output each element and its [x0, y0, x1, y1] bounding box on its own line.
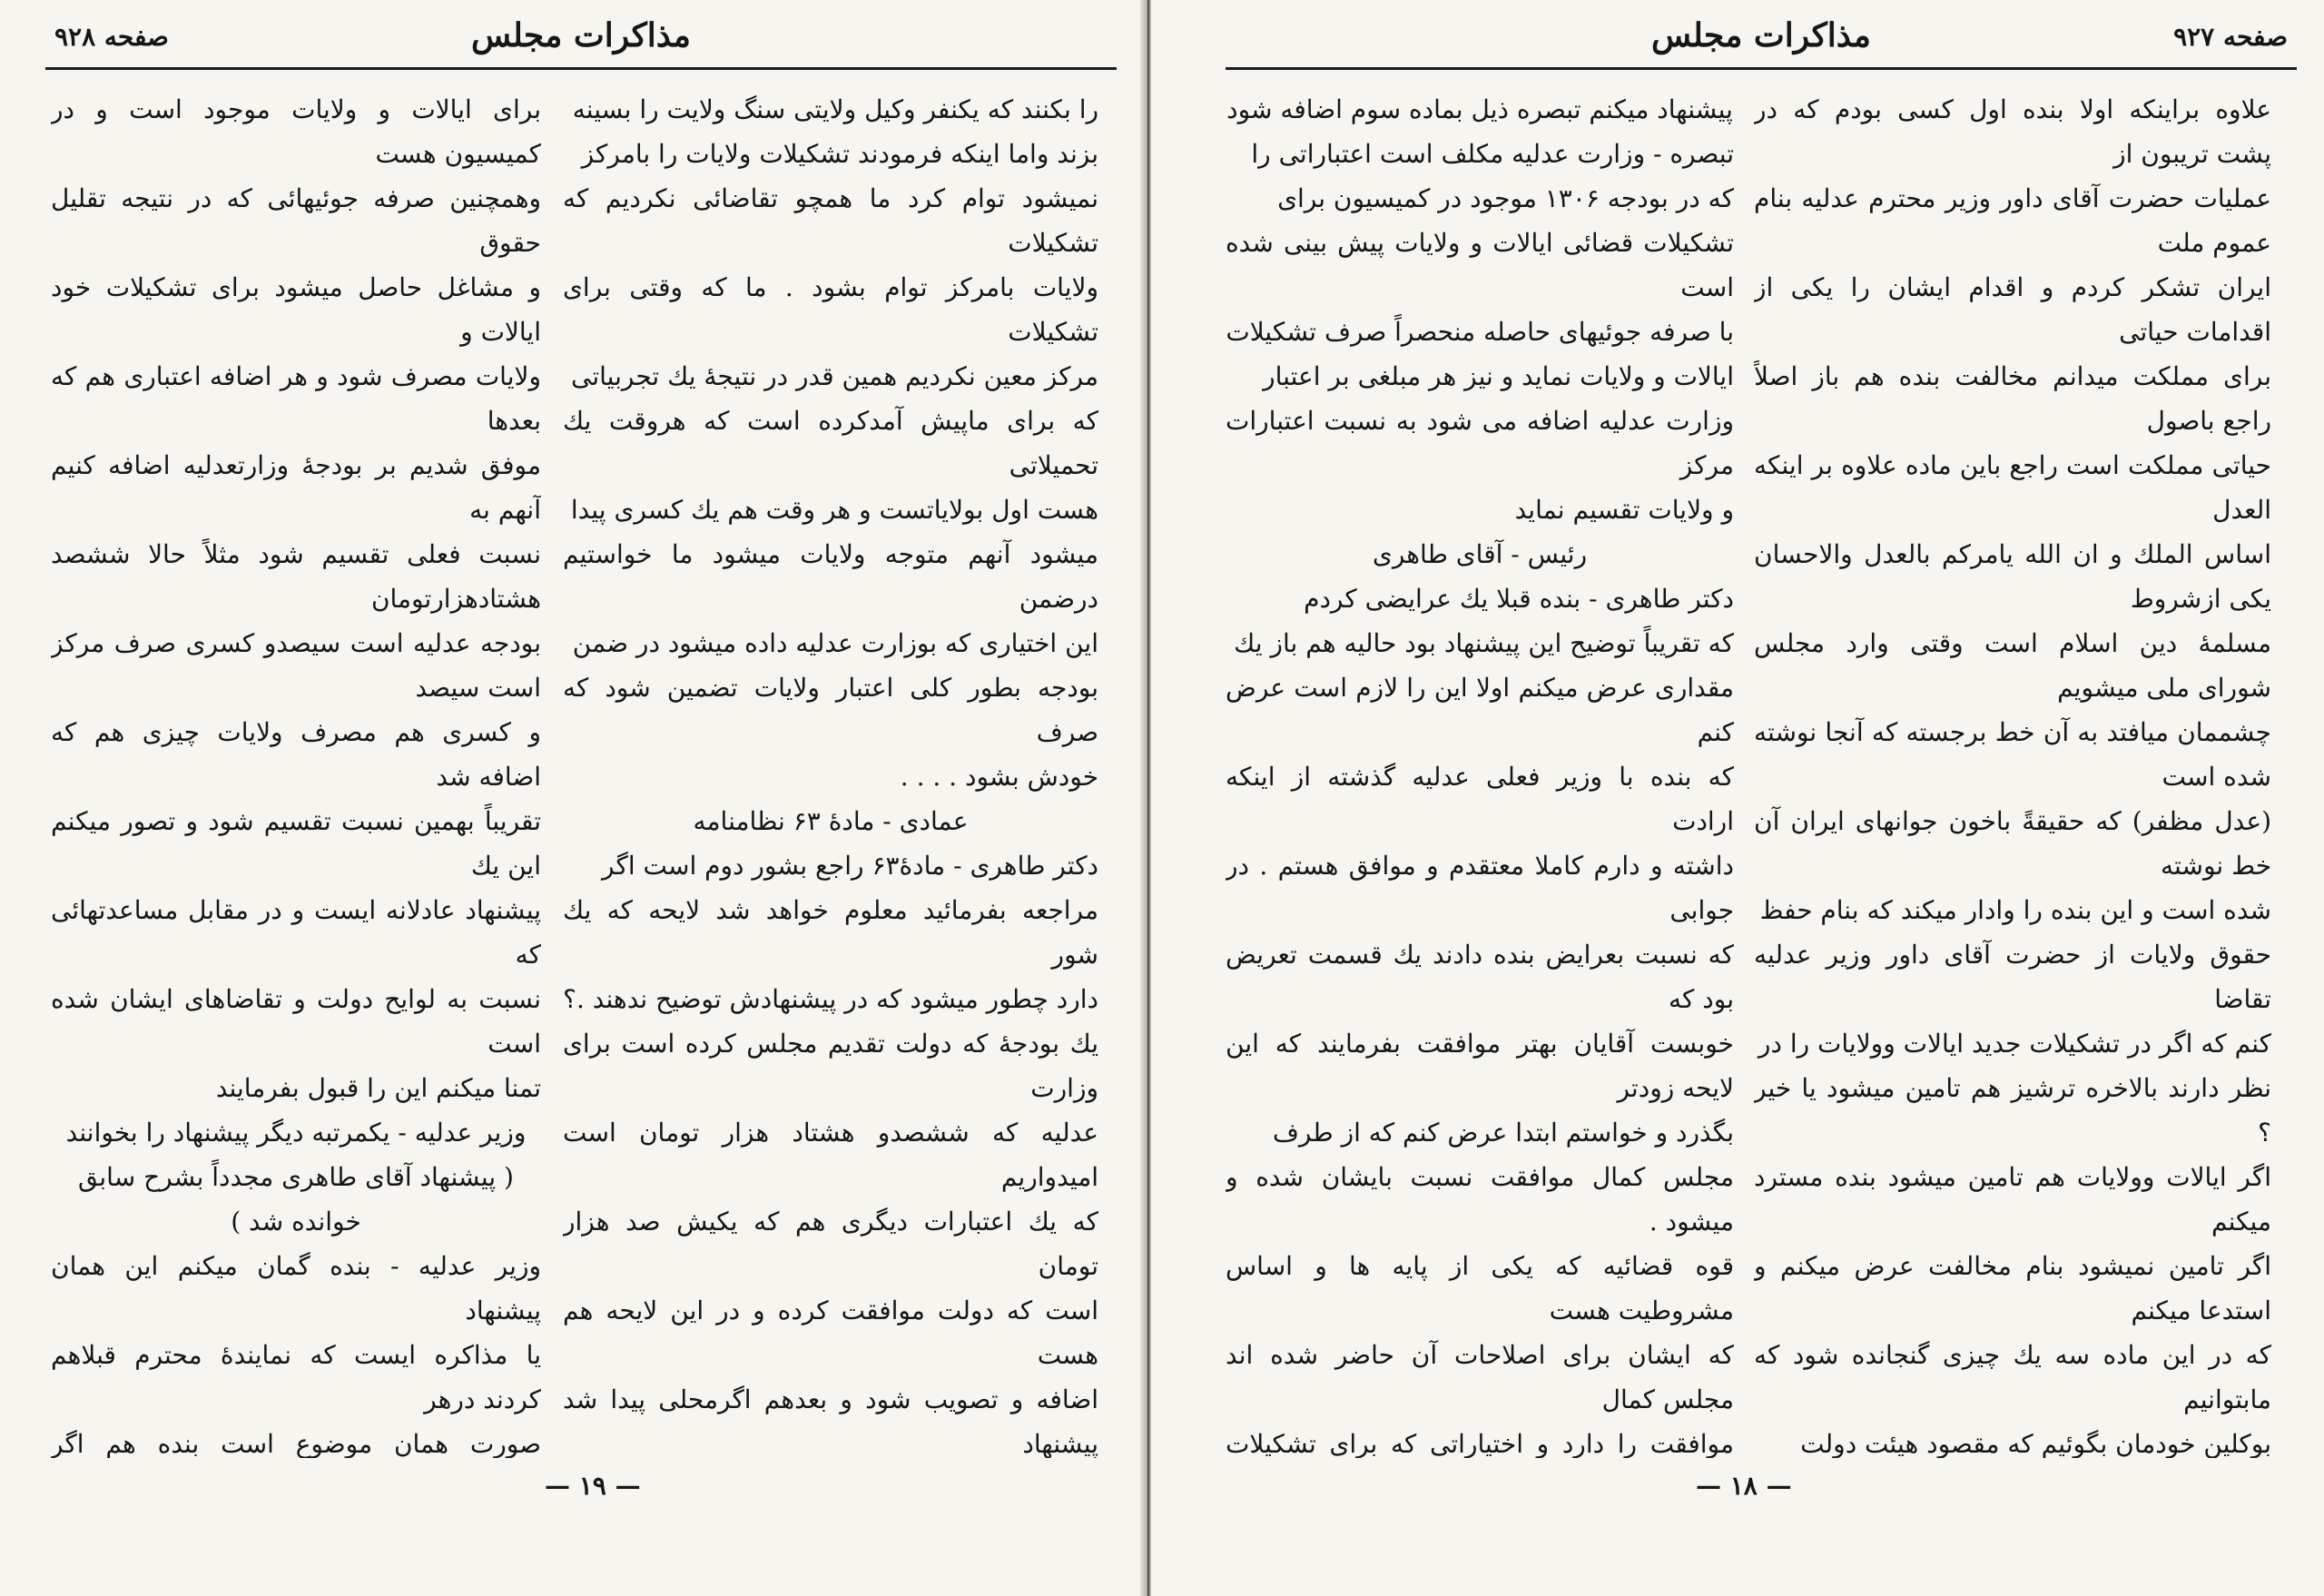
text-line: (عدل مظفر) که حقیقةً باخون جوانهای ایران آن خط نوشته — [1754, 806, 2271, 881]
text-line: حقوق ولایات از حضرت آقای داور وزیر عدلیه تقاضا — [1754, 940, 2271, 1014]
text-line: نمیشود توام کرد ما همچو تقاضائی نکردیم که تشکیلات — [563, 183, 1098, 258]
text-line: وهمچنین صرفه جوئیهائی که در نتیجه تقلیل حقوق — [51, 183, 541, 258]
text-line: چشممان میافتد به آن خط برجسته که آنجا نوشته شده است — [1754, 717, 2271, 792]
text-line: شده است و این بنده را وادار میکند که بنام حفظ — [1759, 895, 2271, 925]
right-page-number-label: صفحه ۹۲۷ — [2173, 22, 2288, 52]
left-page — [0, 0, 1146, 1596]
text-line: مقداری عرض میکنم اولا این را لازم است عرض کنم — [1226, 673, 1734, 747]
text-line: اساس الملك و ان الله یامرکم بالعدل والاحسان یکی ازشروط — [1754, 539, 2271, 614]
text-line: دارد چطور میشود که در پیشنهادش توضیح ندهند .؟ — [563, 984, 1098, 1014]
text-line: عملیات حضرت آقای داور وزیر محترم عدلیه بنام عموم ملت — [1754, 183, 2271, 258]
text-line: که یك اعتبارات دیگری هم که یکیش صد هزار تومان — [563, 1207, 1098, 1281]
text-line: اگر تامین نمیشود بنام مخالفت عرض میکنم و استدعا میکنم — [1754, 1251, 2271, 1325]
text-line: ولایات بامرکز توام بشود . ما که وقتی برای تشکیلات — [563, 272, 1098, 347]
text-line: حیاتی مملکت است راجع باین ماده علاوه بر اینکه العدل — [1754, 450, 2271, 525]
text-line: میشود آنهم متوجه ولایات میشود ما خواستیم درضمن — [563, 539, 1098, 614]
text-line: خوبست آقایان بهتر موافقت بفرمایند که این لایحه زودتر — [1226, 1029, 1734, 1103]
text-line: را بکنند که یکنفر وکیل ولایتی سنگ ولایت را بسینه — [572, 94, 1098, 124]
text-line: بگذرد و خواستم ابتدا عرض کنم که از طرف — [1272, 1118, 1734, 1148]
left-page-header — [45, 13, 1117, 70]
text-line: که برای ماپیش آمدکرده است که هروقت یك تحمیلاتی — [563, 406, 1098, 480]
left-page-number-label: صفحه ۹۲۸ — [54, 22, 169, 52]
right-page-header — [1226, 13, 2297, 70]
text-line: نسبت فعلی تقسیم شود مثلاً حالا ششصد هشتادهزارتومان — [51, 539, 541, 614]
text-line: پیشنهاد میکنم تبصره ذیل بماده سوم اضافه شود — [1226, 94, 1733, 124]
text-line: نظر دارند بالاخره ترشیز هم تامین میشود یا خیر ؟ — [1754, 1073, 2271, 1148]
text-line: که تقریباً توضیح این پیشنهاد بود حالیه هم باز یك — [1234, 628, 1734, 658]
left-page-running-title: مذاکرات مجلس — [471, 16, 691, 54]
text-line: پیشنهاد عادلانه ایست و در مقابل مساعدتهائی که — [51, 895, 541, 970]
text-line: که در این ماده سه یك چیزی گنجانده شود که مابتوانیم — [1754, 1340, 2271, 1414]
text-line: یك بودجهٔ که دولت تقدیم مجلس کرده است برای وزارت — [563, 1029, 1098, 1103]
text-line: صورت همان موضوع است بنده هم اگر — [51, 1429, 541, 1458]
text-line: نسبت به لوایح دولت و تقاضاهای ایشان شده است — [51, 984, 541, 1059]
text-line: کنم که اگر در تشکیلات جدید ایالات وولایات را در — [1758, 1029, 2271, 1059]
text-line: موافقت را دارد و اختیاراتی که برای تشکیلات — [1226, 1429, 1734, 1458]
right-page-running-title: مذاکرات مجلس — [1651, 16, 1871, 54]
text-line: این اختیاری که بوزارت عدلیه داده میشود در ضمن — [572, 628, 1098, 658]
text-line: است که دولت موافقت کرده و در این لایحه هم هست — [563, 1296, 1098, 1370]
text-line: ولایات مصرف شود و هر اضافه اعتباری هم که بعدها — [51, 361, 541, 436]
text-line: موفق شدیم بر بودجهٔ وزارتعدلیه اضافه کنیم آنهم به — [51, 450, 541, 525]
text-line: داشته و دارم کاملا معتقدم و موافق هستم . در جوابی — [1226, 851, 1734, 925]
left-page-left-column — [51, 87, 541, 1458]
text-line: یا مذاکره ایست که نمایندهٔ محترم قبلاهم کردند درهر — [51, 1340, 541, 1414]
text-line: مسلمهٔ دین اسلام است وقتی وارد مجلس شورای ملی میشویم — [1754, 628, 2271, 703]
text-line: عدلیه که ششصدو هشتاد هزار تومان است امیدواریم — [563, 1118, 1098, 1192]
text-line: تشکیلات قضائی ایالات و ولایات پیش بینی شده است — [1226, 228, 1734, 302]
text-line: وزیر عدلیه - یکمرتبه دیگر پیشنهاد را بخوانند — [65, 1118, 527, 1148]
right-page-folio: — ۱۸ — — [1696, 1471, 1792, 1501]
text-line: عمادی - مادهٔ ۶۳ نظامنامه — [693, 806, 969, 836]
text-line: علاوه براینکه اولا بنده اول کسی بودم که در پشت تریبون از — [1754, 94, 2271, 169]
text-line: تقریباً بهمین نسبت تقسیم شود و تصور میکنم این یك — [51, 806, 541, 881]
text-line: و مشاغل حاصل میشود برای تشکیلات خود ایالات و — [51, 272, 541, 347]
right-page — [1151, 0, 2324, 1596]
text-line: دکتر طاهری - بنده قبلا یك عرایضی کردم — [1304, 584, 1734, 614]
text-line: که در بودجه ۱۳۰۶ موجود در کمیسیون برای — [1277, 183, 1734, 213]
text-line: بوکلین خودمان بگوئیم که مقصود هیئت دولت — [1800, 1429, 2271, 1458]
text-line: بزند واما اینکه فرمودند تشکیلات ولایات را بامرکز — [581, 139, 1098, 169]
text-line: تبصره - وزارت عدلیه مکلف است اعتباراتی را — [1251, 139, 1734, 169]
text-line: با صرفه جوئیهای حاصله منحصراً صرف تشکیلات — [1226, 317, 1734, 347]
text-line: ( پیشنهاد آقای طاهری مجدداً بشرح سابق خوانده شد ) — [78, 1162, 514, 1236]
text-line: که ایشان برای اصلاحات آن حاضر شده اند مجلس کمال — [1226, 1340, 1734, 1414]
text-line: مراجعه بفرمائید معلوم خواهد شد لایحه که یك شور — [563, 895, 1098, 970]
text-line: هست اول بولایاتست و هر وقت هم یك کسری پیدا — [570, 495, 1098, 525]
text-line: قوه قضائیه که یکی از پایه ها و اساس مشروطیت هست — [1226, 1251, 1734, 1325]
text-line: تمنا میکنم این را قبول بفرمایند — [215, 1073, 541, 1103]
text-line: وزارت عدلیه اضافه می شود به نسبت اعتبارات مرکز — [1226, 406, 1734, 480]
text-line: ایران تشکر کردم و اقدام ایشان را یکی از اقدامات حیاتی — [1754, 272, 2271, 347]
right-page-left-column — [1226, 87, 1734, 1458]
text-line: مرکز معین نکردیم همین قدر در نتیجهٔ یك تجربیاتی — [571, 361, 1098, 391]
left-page-folio: — ۱۹ — — [545, 1471, 641, 1501]
text-line: ایالات و ولایات نماید و نیز هر مبلغی بر اعتبار — [1263, 361, 1734, 391]
text-line: دکتر طاهری - مادهٔ۶۳ راجع بشور دوم است اگر — [602, 851, 1098, 881]
left-page-right-column — [563, 87, 1098, 1458]
text-line: اگر ایالات وولایات هم تامین میشود بنده مسترد میکنم — [1754, 1162, 2271, 1236]
text-line: وزیر عدلیه - بنده گمان میکنم این همان پیشنهاد — [51, 1251, 541, 1325]
text-line: برای ایالات و ولایات موجود است و در کمیسیون هست — [51, 94, 541, 169]
text-line: و کسری هم مصرف ولایات چیزی هم که اضافه شد — [51, 717, 541, 792]
right-page-right-column — [1754, 87, 2271, 1458]
text-line: که بنده با وزیر فعلی عدلیه گذشته از اینکه ارادت — [1226, 762, 1734, 836]
text-line: که نسبت بعرایض بنده دادند یك قسمت تعریض بود که — [1226, 940, 1734, 1014]
text-line: مجلس کمال موافقت نسبت بایشان شده و میشود . — [1226, 1162, 1734, 1236]
text-line: و ولایات تقسیم نماید — [1514, 495, 1734, 525]
text-line: برای مملکت میدانم مخالفت بنده هم باز اصلاً راجع باصول — [1754, 361, 2271, 436]
text-line: خودش بشود . . . . — [900, 762, 1098, 792]
text-line: اضافه و تصویب شود و بعدهم اگرمحلی پیدا شد پیشنهاد — [563, 1384, 1098, 1458]
text-line: بودجه عدلیه است سیصدو کسری صرف مرکز است سیصد — [51, 628, 541, 703]
text-line: رئیس - آقای طاهری — [1372, 539, 1588, 569]
text-line: بودجه بطور کلی اعتبار ولایات تضمین شود که صرف — [563, 673, 1098, 747]
